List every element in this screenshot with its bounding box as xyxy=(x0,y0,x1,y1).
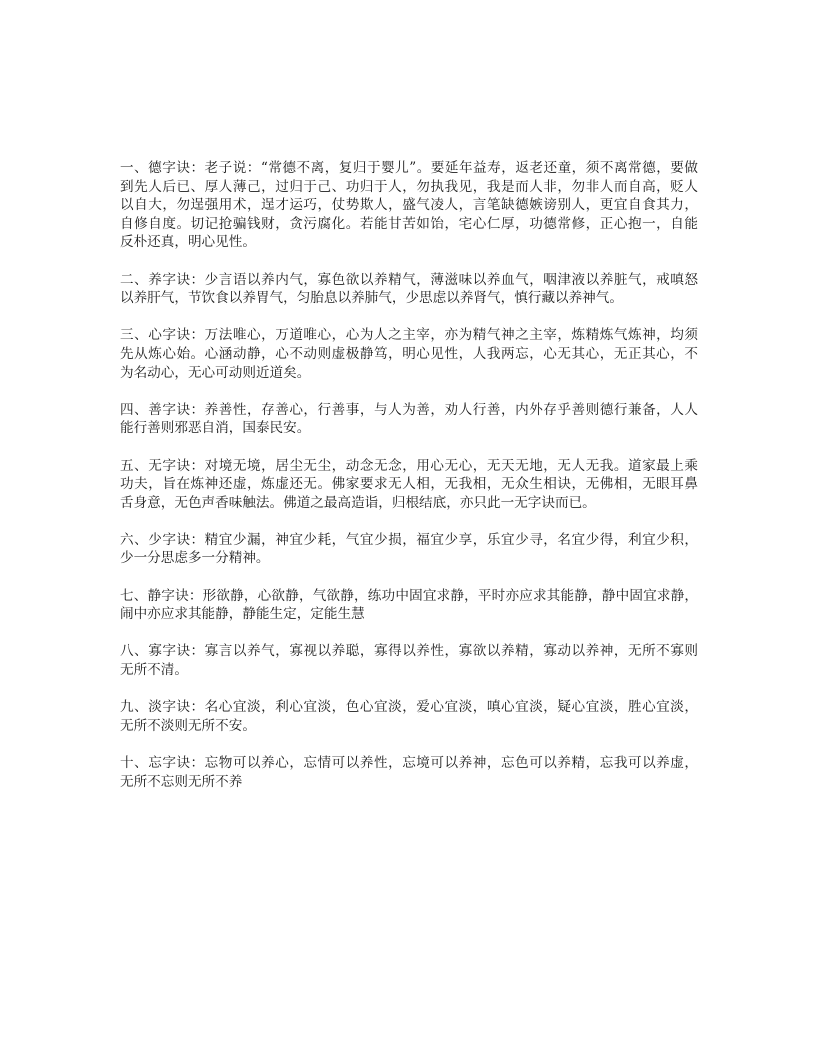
text-line: 一、德字诀：老子说：“常德不离，复归于婴儿”。要延年益寿，返老还童，须不离常德，要做 xyxy=(120,160,698,176)
text-line: 先从炼心始。心涵动静，心不动则虚极静笃，明心见性，人我两忘，心无其心，无正其心，不 xyxy=(120,345,698,362)
text-line: 二、养字诀：少言语以养内气，寡色欲以养精气，薄滋味以养血气，咽津液以养脏气，戒嗔怒 xyxy=(120,271,698,288)
paragraph xyxy=(120,698,698,735)
text-line: 无所不淡则无所不安。 xyxy=(120,717,256,734)
text-line: 三、心字诀：万法唯心，万道唯心，心为人之主宰，亦为精气神之主宰，炼精炼气炼神，均须 xyxy=(120,327,698,344)
text-line: 到先人后已、厚人薄己，过归于己、功归于人，勿执我见，我是而人非，勿非人而自高，贬人 xyxy=(120,178,698,195)
paragraph xyxy=(120,159,698,252)
paragraph xyxy=(120,271,698,308)
paragraph xyxy=(120,457,698,513)
text-line: 为名动心，无心可动则近道矣。 xyxy=(120,364,311,381)
paragraph xyxy=(120,754,698,791)
paragraph xyxy=(120,531,698,568)
text-line: 九、淡字诀：名心宜淡，利心宜淡，色心宜淡，爱心宜淡，嗔心宜淡，疑心宜淡，胜心宜淡， xyxy=(120,699,698,716)
text-line: 以养肝气，节饮食以养胃气，匀胎息以养肺气，少思虑以养肾气，慎行藏以养神气。 xyxy=(120,290,623,307)
paragraph xyxy=(120,401,698,438)
text-line: 无所不清。 xyxy=(120,662,188,679)
text-line: 舌身意，无色声香味触法。佛道之最高造诣，归根结底，亦只此一无字诀而已。 xyxy=(120,494,596,511)
text-line: 反朴还真，明心见性。 xyxy=(120,234,256,251)
text-line: 四、善字诀：养善性，存善心，行善事，与人为善，劝人行善，内外存乎善则德行兼备，人人 xyxy=(120,401,698,418)
paragraph xyxy=(120,642,698,679)
text-line: 十、忘字诀：忘物可以养心，忘情可以养性，忘境可以养神，忘色可以养精，忘我可以养虚， xyxy=(120,755,698,771)
text-line: 自修自度。切记抢骗钱财，贪污腐化。若能甘苦如饴，宅心仁厚，功德常修，正心抱一，自能 xyxy=(120,215,698,232)
text-line: 以自大，勿逞强用术，逞才运巧，仗势欺人，盛气凌人，言笔缺德嫉谤别人，更宜自食其力， xyxy=(120,197,698,214)
text-line: 功夫，旨在炼神还虚，炼虚还无。佛家要求无人相，无我相，无众生相诀，无佛相，无眼耳鼻 xyxy=(120,476,698,493)
document-body xyxy=(120,159,698,810)
text-line: 七、静字诀：形欲静，心欲静，气欲静，练功中固宜求静，平时亦应求其能静，静中固宜求静， xyxy=(120,587,698,604)
paragraph xyxy=(120,326,698,382)
text-line: 少一分思虑多一分精神。 xyxy=(120,550,270,567)
text-line: 八、寡字诀：寡言以养气，寡视以养聪，寡得以养性，寡欲以养精，寡动以养神，无所不寡则 xyxy=(120,643,698,660)
text-line: 五、无字诀：对境无境，居尘无尘，动念无念，用心无心，无天无地，无人无我。道家最上乘 xyxy=(120,457,698,474)
text-line: 六、少字诀：精宜少漏，神宜少耗，气宜少损，福宜少享，乐宜少寻，名宜少得，利宜少积， xyxy=(120,531,698,548)
text-line: 无所不忘则无所不养 xyxy=(120,773,243,790)
text-line: 能行善则邪恶自消，国泰民安。 xyxy=(120,420,311,437)
text-line: 闹中亦应求其能静，静能生定，定能生慧 xyxy=(120,606,365,623)
paragraph xyxy=(120,587,698,624)
